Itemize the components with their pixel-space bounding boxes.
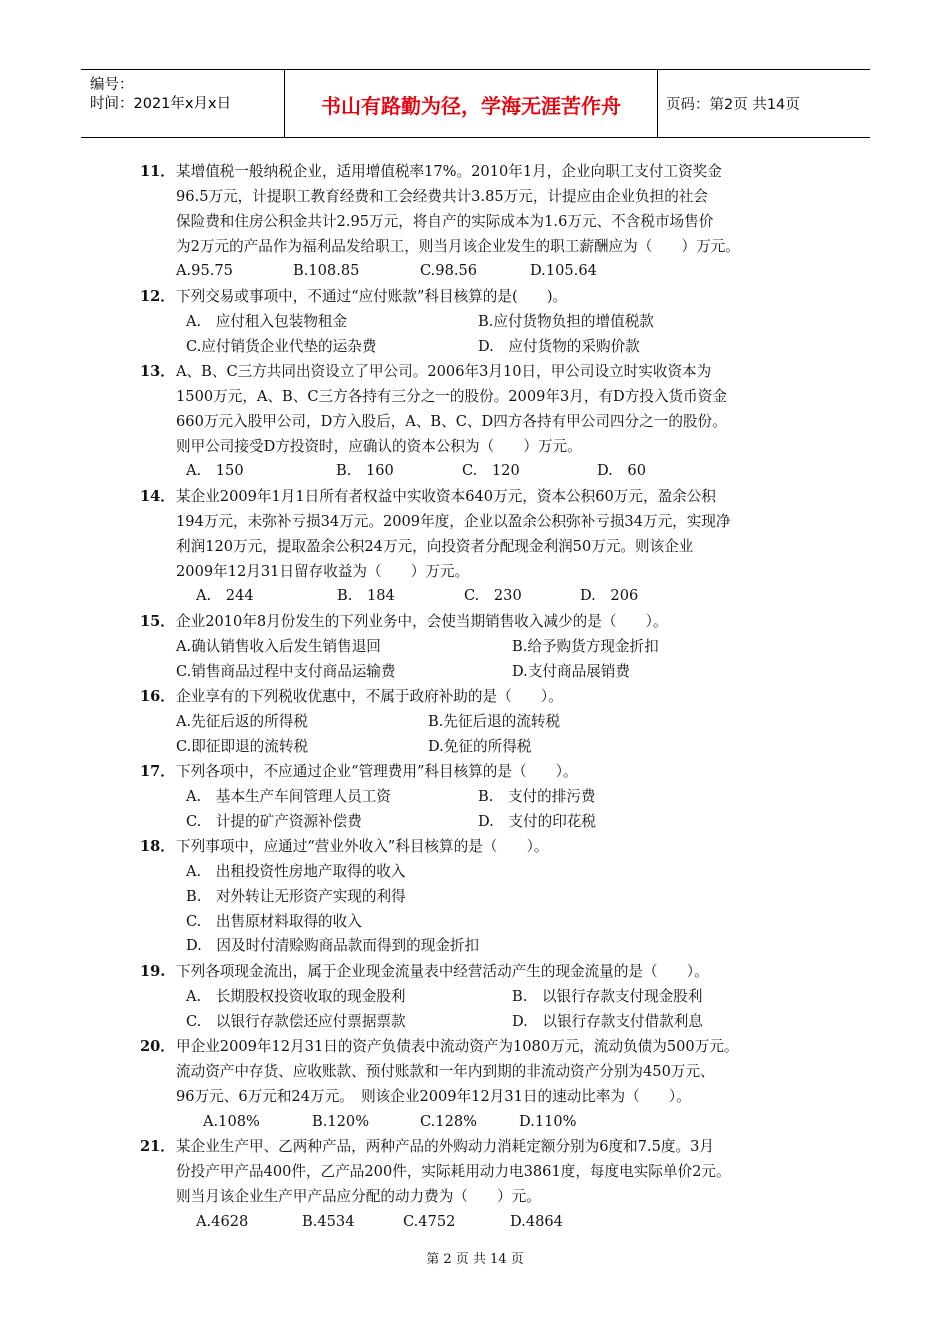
question-number: 15． bbox=[140, 613, 175, 630]
question-number: 11． bbox=[140, 163, 175, 180]
page-info: 页码：第2页 共14页 bbox=[666, 97, 800, 113]
answer-option: A.4628 bbox=[196, 1212, 249, 1230]
answer-option: A.108% bbox=[203, 1112, 260, 1130]
header-right-cell bbox=[658, 70, 870, 137]
answer-option: D.支付商品展销费 bbox=[512, 662, 630, 680]
question-text-line: 1500万元，A、B、C三方各持有三分之一的股份。2009年3月，有D方投入货币资金 bbox=[176, 387, 727, 405]
question-number: 19. bbox=[140, 963, 166, 980]
question-text-line: 某增值税一般纳税企业，适用增值税率17%。2010年1月，企业向职工支付工资奖金 bbox=[176, 163, 722, 180]
number-label: 编号： bbox=[90, 77, 134, 93]
header-mid-cell bbox=[285, 70, 658, 137]
answer-option: B.108.85 bbox=[293, 262, 360, 280]
answer-option: D.110% bbox=[519, 1112, 577, 1130]
question-number: 20． bbox=[140, 1038, 175, 1055]
header-left-cell bbox=[81, 70, 285, 137]
question-text-line: 企业享有的下列税收优惠中，不属于政府补助的是（ ）。 bbox=[176, 688, 563, 705]
answer-option: B. 160 bbox=[336, 462, 394, 480]
question-text-line: A、B、C三方共同出资设立了甲公司。2006年3月10日，甲公司设立时实收资本为 bbox=[176, 363, 712, 380]
question-text-line: 下列事项中，应通过“营业外收入”科目核算的是（ ）。 bbox=[176, 838, 549, 855]
answer-option: D. 因及时付清赊购商品款而得到的现金折扣 bbox=[186, 937, 480, 955]
answer-option: B. 支付的排污费 bbox=[478, 787, 596, 805]
answer-option: A. 出租投资性房地产取得的收入 bbox=[186, 862, 406, 880]
question-text-line: 甲企业2009年12月31日的资产负债表中流动资产为1080万元，流动负债为500万元。 bbox=[176, 1038, 739, 1055]
question-text-line: 为2万元的产品作为福利品发给职工，则当月该企业发生的职工薪酬应为（ ）万元。 bbox=[176, 237, 740, 255]
question-number: 14． bbox=[140, 488, 175, 505]
answer-option: B.应付货物负担的增值税款 bbox=[478, 312, 654, 330]
answer-option: C.4752 bbox=[403, 1212, 456, 1230]
question-text-line: 保险费和住房公积金共计2.95万元，将自产的实际成本为1.6万元、不含税市场售价 bbox=[176, 212, 714, 230]
motto: 书山有路勤为径，学海无涯苦作舟 bbox=[321, 94, 621, 118]
question-number: 12． bbox=[140, 288, 175, 305]
answer-option: A.95.75 bbox=[176, 262, 233, 280]
page-footer: 第 2 页 共 14 页 bbox=[426, 1252, 524, 1267]
answer-option: B. 对外转让无形资产实现的利得 bbox=[186, 887, 406, 905]
question-text-line: 2009年12月31日留存收益为（ ）万元。 bbox=[176, 562, 470, 580]
answer-option: B.给予购货方现金折扣 bbox=[512, 637, 659, 655]
answer-option: C.销售商品过程中支付商品运输费 bbox=[176, 662, 396, 680]
answer-option: C.98.56 bbox=[420, 262, 478, 280]
page-header bbox=[81, 69, 870, 138]
question-number: 21． bbox=[140, 1138, 175, 1155]
answer-option: D. 支付的印花税 bbox=[478, 812, 596, 830]
answer-option: C.应付销货企业代垫的运杂费 bbox=[186, 337, 377, 355]
answer-option: D. 60 bbox=[597, 462, 646, 480]
answer-option: C.128% bbox=[420, 1112, 478, 1130]
answer-option: C. 230 bbox=[464, 587, 522, 605]
answer-option: D. 206 bbox=[580, 587, 639, 605]
answer-option: A. 应付租入包装物租金 bbox=[186, 312, 348, 330]
answer-option: D.免征的所得税 bbox=[428, 737, 532, 755]
answer-option: B.120% bbox=[312, 1112, 370, 1130]
question-number: 16． bbox=[140, 688, 175, 705]
question-text-line: 则当月该企业生产甲产品应分配的动力费为（ ）元。 bbox=[176, 1187, 541, 1205]
question-text-line: 194万元，未弥补亏损34万元。2009年度，企业以盈余公积弥补亏损34万元，实现净 bbox=[176, 512, 731, 530]
answer-option: C. 以银行存款偿还应付票据票款 bbox=[186, 1012, 406, 1030]
answer-option: B.4534 bbox=[302, 1212, 355, 1230]
answer-option: B.先征后退的流转税 bbox=[428, 712, 561, 730]
answer-option: C. 120 bbox=[462, 462, 520, 480]
question-number: 18． bbox=[140, 838, 175, 855]
question-text-line: 利润120万元，提取盈余公积24万元，向投资者分配现金利润50万元。则该企业 bbox=[176, 537, 694, 555]
answer-option: A. 基本生产车间管理人员工资 bbox=[186, 787, 391, 805]
answer-option: D.4864 bbox=[510, 1212, 563, 1230]
question-text-line: 份投产甲产品400件，乙产品200件，实际耗用动力电3861度，每度电实际单价2元。 bbox=[176, 1162, 731, 1180]
question-text-line: 下列交易或事项中，不通过“应付账款”科目核算的是( )。 bbox=[176, 288, 568, 305]
answer-option: B. 184 bbox=[337, 587, 395, 605]
answer-option: A. 150 bbox=[186, 462, 244, 480]
answer-option: A.先征后返的所得税 bbox=[176, 712, 308, 730]
question-text-line: 下列各项中，不应通过企业“管理费用”科目核算的是（ ）。 bbox=[176, 763, 578, 780]
question-text-line: 660万元入股甲公司，D方入股后，A、B、C、D四方各持有甲公司四分之一的股份。 bbox=[176, 412, 727, 430]
question-number: 17． bbox=[140, 763, 175, 780]
answer-option: C. 计提的矿产资源补偿费 bbox=[186, 812, 362, 830]
date-line: 时间：2021年x月x日 bbox=[90, 96, 232, 112]
question-number: 13． bbox=[140, 363, 175, 380]
answer-option: D. 应付货物的采购价款 bbox=[478, 337, 640, 355]
question-text-line: 某企业生产甲、乙两种产品，两种产品的外购动力消耗定额分别为6度和7.5度。3月 bbox=[176, 1138, 714, 1155]
question-text-line: 某企业2009年1月1日所有者权益中实收资本640万元，资本公积60万元，盈余公积 bbox=[176, 488, 716, 505]
answer-option: B. 以银行存款支付现金股利 bbox=[512, 987, 703, 1005]
answer-option: D.105.64 bbox=[530, 262, 597, 280]
question-text-line: 96.5万元，计提职工教育经费和工会经费共计3.85万元，计提应由企业负担的社会 bbox=[176, 187, 708, 205]
question-text-line: 则甲公司接受D方投资时，应确认的资本公积为（ ）万元。 bbox=[176, 437, 582, 455]
answer-option: C.即征即退的流转税 bbox=[176, 737, 309, 755]
answer-option: D. 以银行存款支付借款利息 bbox=[512, 1012, 703, 1030]
answer-option: A. 244 bbox=[196, 587, 254, 605]
question-text-line: 下列各项现金流出，属于企业现金流量表中经营活动产生的现金流量的是（ ）。 bbox=[176, 963, 709, 980]
answer-option: C. 出售原材料取得的收入 bbox=[186, 912, 362, 930]
question-text-line: 企业2010年8月份发生的下列业务中，会使当期销售收入减少的是（ ）。 bbox=[176, 613, 668, 630]
answer-option: A.确认销售收入后发生销售退回 bbox=[176, 637, 381, 655]
question-text-line: 96万元、6万元和24万元。 则该企业2009年12月31日的速动比率为（ ）。 bbox=[176, 1087, 691, 1105]
answer-option: A. 长期股权投资收取的现金股利 bbox=[186, 987, 406, 1005]
question-text-line: 流动资产中存货、应收账款、预付账款和一年内到期的非流动资产分别为450万元、 bbox=[176, 1062, 715, 1080]
